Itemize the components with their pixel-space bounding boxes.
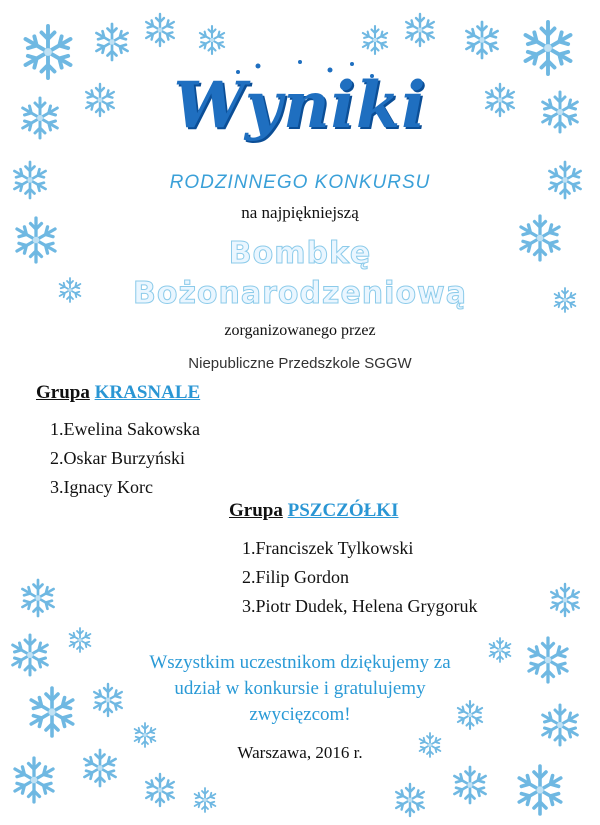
snowflake-icon [200,26,224,54]
fancy-heading-line2: Bożonarodzeniową [132,276,468,311]
snowflake-icon [454,767,485,803]
list-item: 2.Oskar Burzyński [50,448,185,468]
group-name: KRASNALE [94,382,201,403]
list-item: 3.Ignacy Korc [50,477,153,497]
group-name: PSZCZÓŁKI [287,500,399,521]
list-item: 1.Franciszek Tylkowski [242,538,414,558]
snowflake-icon [146,774,174,806]
list-item: 2.Filip Gordon [242,567,350,587]
list-item: 3.Piotr Dudek, Helena Grygoruk [242,596,478,616]
snowflake-icon [396,784,424,816]
title: Wyniki [173,68,427,143]
snowflake-icon [519,766,561,814]
snowflake-icon [22,580,53,616]
thanks-line: Wszystkim uczestnikom dziękujemy za [149,652,451,673]
snowflake-icon [15,758,53,802]
snowflake-icon [146,14,174,46]
snowflake-icon [551,584,579,616]
snowflake-icon [466,22,497,58]
snowflake-icon [406,14,434,46]
organizer: Niepubliczne Przedszkole SGGW [188,355,412,372]
place-date: Warszawa, 2016 r. [237,743,363,762]
results-list-krasnale [50,415,200,502]
snowflake-icon [363,26,387,54]
snowflake-icon [96,24,127,60]
results-list-pszczolki [242,534,477,621]
organized-by: zorganizowanego przez [224,322,376,339]
fancy-heading-line1: Bombkę [228,236,372,271]
thanks-message [0,650,600,728]
subtitle: RODZINNEGO KONKURSU [169,172,431,193]
list-item: 1.Ewelina Sakowska [50,419,200,439]
group-heading-krasnale [36,382,200,404]
thanks-line: zwycięzcom! [249,704,351,725]
thanks-line: udział w konkursie i gratulujemy [174,678,426,699]
snowflake-icon [526,22,571,74]
snowflake-icon [70,628,91,652]
intro-text: na najpiękniejszą [241,203,359,222]
group-label: Grupa [229,500,283,521]
group-label: Grupa [36,382,90,403]
snowflake-icon [195,788,216,812]
group-heading-pszczolki [229,500,398,522]
